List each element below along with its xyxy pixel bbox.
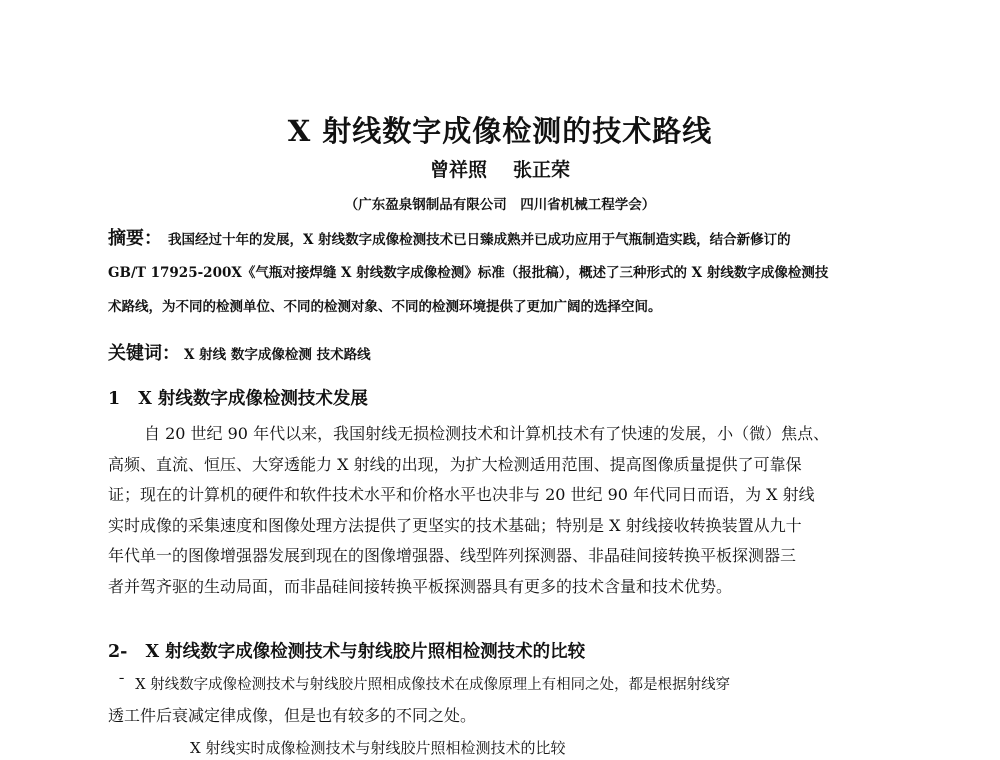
abstract <box>108 222 898 324</box>
section-paragraph <box>108 419 900 602</box>
abstract-label: 摘要： <box>108 228 162 249</box>
paragraph-line: 自 20 世纪 90 年代以来，我国射线无损检测技术和计算机技术有了快速的发展，小（微）焦点、 <box>144 424 830 443</box>
paragraph-line: 透工件后衰减定律成像，但是也有较多的不同之处。 <box>108 705 477 725</box>
section-title: X 射线数字成像检测技术与射线胶片照相检测技术的比较 <box>145 642 586 662</box>
section-heading <box>108 385 368 410</box>
section-heading <box>108 638 585 663</box>
affiliation: （广东盈泉钢制品有限公司 四川省机械工程学会） <box>344 197 656 213</box>
abstract-line: GB/T 17925-200X《气瓶对接焊缝 X 射线数字成像检测》标准（报批稿），概述了三种形式的 X 射线数字成像检测技 <box>108 265 829 281</box>
section-paragraph <box>108 670 900 731</box>
author-name: 曾祥照 <box>429 159 487 181</box>
section-title: X 射线数字成像检测技术发展 <box>138 389 368 409</box>
paragraph-line: 年代单一的图像增强器发展到现在的图像增强器、线型阵列探测器、非晶硅间接转换平板探测器三 <box>108 546 797 565</box>
paragraph-line <box>108 670 900 701</box>
paragraph-line: 证；现在的计算机的硬件和软件技术水平和价格水平也决非与 20 世纪 90 年代同日而语，为 X 射线 <box>108 485 815 504</box>
author-list <box>0 155 1000 182</box>
keywords <box>108 339 371 365</box>
stray-mark: ¯ <box>118 677 126 693</box>
abstract-text: 我国经过十年的发展，X 射线数字成像检测技术已日臻成熟并已成功应用于气瓶制造实践，结合新修订的 <box>168 232 791 248</box>
author-name: 张正荣 <box>513 159 571 181</box>
keywords-label: 关键词： <box>108 343 180 364</box>
paragraph-line-text: X 射线数字成像检测技术与射线胶片照相成像技术在成像原理上有相同之处，都是根据射线穿 <box>135 677 731 693</box>
section-number: 2- <box>108 642 128 662</box>
table-caption: X 射线实时成像检测技术与射线胶片照相检测技术的比较 <box>190 739 566 757</box>
keywords-text: X 射线 数字成像检测 技术路线 <box>184 347 371 363</box>
paragraph-line: 高频、直流、恒压、大穿透能力 X 射线的出现，为扩大检测适用范围、提高图像质量提供了可靠保 <box>108 454 802 474</box>
paper-title: X 射线数字成像检测的技术路线 <box>287 114 713 148</box>
paragraph-line: 实时成像的采集速度和图像处理方法提供了更坚实的技术基础；特别是 X 射线接收转换装置从九十 <box>108 515 802 535</box>
abstract-line: 术路线，为不同的检测单位、不同的检测对象、不同的检测环境提供了更加广阔的选择空间。 <box>108 299 662 315</box>
abstract-line <box>108 222 898 256</box>
paragraph-line: 者并驾齐驱的生动局面，而非晶硅间接转换平板探测器具有更多的技术含量和技术优势。 <box>108 576 733 596</box>
section-number: 1 <box>108 389 121 409</box>
